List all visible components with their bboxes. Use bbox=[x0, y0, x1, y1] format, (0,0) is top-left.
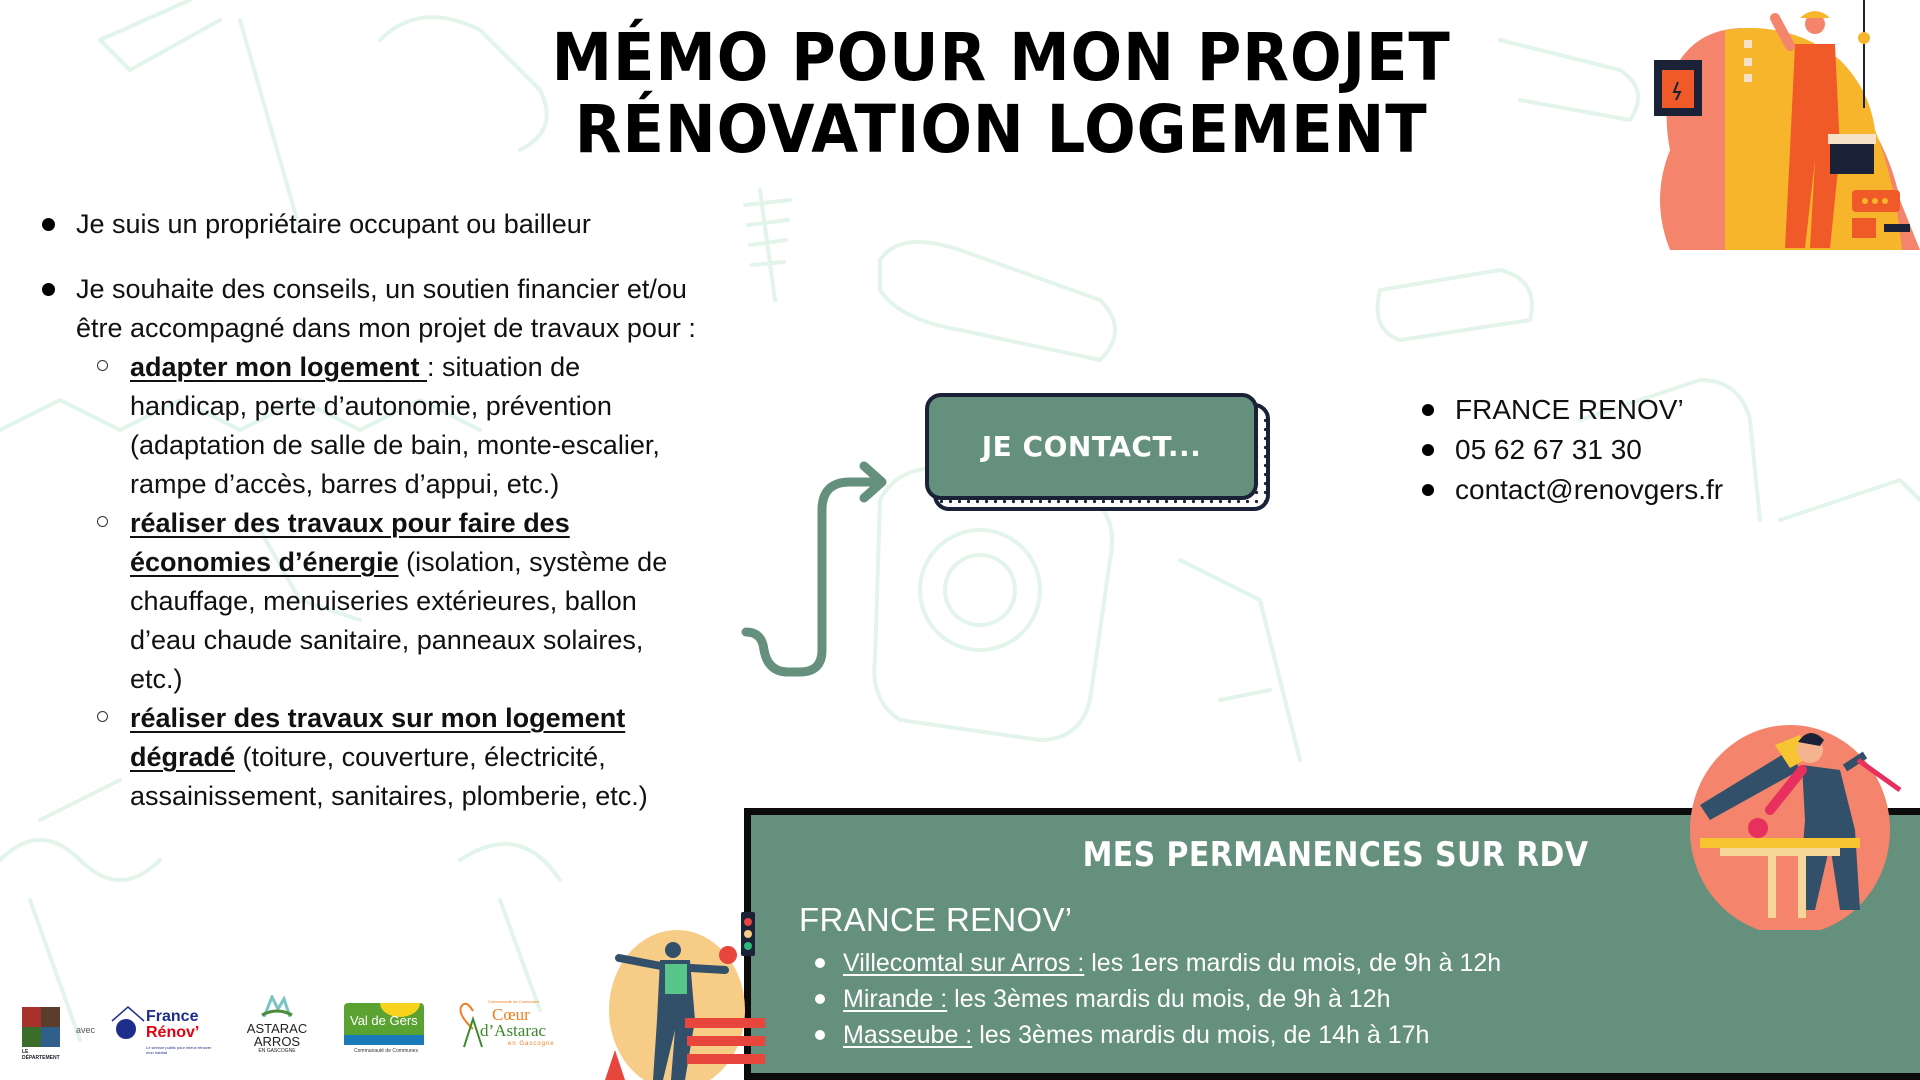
val-de-gers-caption: Communauté de Communes bbox=[354, 1048, 418, 1054]
permanence-item bbox=[811, 945, 1501, 981]
contact-org bbox=[1420, 390, 1723, 430]
sub-list-item bbox=[76, 699, 686, 816]
sub-list-item bbox=[76, 504, 686, 699]
logo-val-de-gers bbox=[344, 1003, 428, 1054]
project-type-details: : situation de handicap, perte d’autonomie, prévention (adaptation de salle de bain, monte-escalier, rampe d’accès, barres d’appui, etc.) bbox=[130, 352, 660, 499]
france-renov-house-icon bbox=[110, 1005, 146, 1041]
permanence-place: Masseube : bbox=[843, 1021, 973, 1049]
river-icon bbox=[344, 1035, 424, 1045]
contact-org-name: FRANCE RENOV’ bbox=[1455, 394, 1684, 425]
astarac-line3: EN GASCOGNE bbox=[258, 1048, 296, 1054]
circle-bullet-icon bbox=[97, 711, 108, 722]
coeur-line1: Cœur bbox=[492, 1005, 530, 1024]
permanences-list bbox=[811, 945, 1501, 1053]
project-type-degraded: réaliser des travaux sur mon logement dégradé bbox=[130, 703, 626, 772]
bullet-icon bbox=[42, 283, 55, 296]
bullet-icon bbox=[1422, 404, 1434, 416]
list-item bbox=[38, 205, 728, 244]
project-type-energy: réaliser des travaux pour faire des économies d’énergie bbox=[130, 508, 570, 577]
title-line-1: MÉMO POUR MON PROJET bbox=[551, 19, 1451, 96]
astarac-mountains-icon bbox=[260, 995, 294, 1017]
electrician-illustration bbox=[1640, 0, 1920, 255]
contact-email[interactable] bbox=[1420, 470, 1723, 510]
france-renov-line1: France bbox=[146, 1008, 199, 1025]
contact-phone-number[interactable]: 05 62 67 31 30 bbox=[1455, 434, 1642, 465]
permanences-title: MES PERMANENCES SUR RDV bbox=[1082, 835, 1589, 875]
permanence-item bbox=[811, 1017, 1501, 1053]
sub-list-item bbox=[76, 348, 686, 504]
contact-button-face bbox=[925, 393, 1258, 500]
bullet-icon bbox=[815, 1030, 825, 1040]
permanence-place: Mirande : bbox=[843, 985, 948, 1013]
permanence-schedule: les 3èmes mardis du mois, de 9h à 12h bbox=[947, 985, 1391, 1013]
circle-bullet-icon bbox=[97, 516, 108, 527]
list-item bbox=[38, 270, 728, 348]
curved-arrow-icon bbox=[740, 440, 900, 680]
france-renov-tagline: Le service public pour mieux rénover mon habitat bbox=[146, 1045, 212, 1055]
contact-details bbox=[1420, 390, 1723, 510]
list-item-text: Je souhaite des conseils, un soutien financier et/ou être accompagné dans mon projet de travaux pour : bbox=[76, 274, 696, 343]
eligibility-list bbox=[38, 205, 728, 816]
contact-button[interactable] bbox=[925, 393, 1270, 511]
contact-button-label: JE CONTACT... bbox=[981, 430, 1202, 463]
project-type-details: (toiture, couverture, électricité, assainissement, sanitaires, plomberie, etc.) bbox=[130, 742, 648, 811]
circle-bullet-icon bbox=[97, 360, 108, 371]
gers-tile bbox=[22, 1007, 41, 1027]
france-renov-line2: Rénov’ bbox=[146, 1024, 200, 1041]
bullet-icon bbox=[1422, 484, 1434, 496]
coeur-line2: d’Astarac bbox=[480, 1021, 547, 1040]
project-types-list bbox=[38, 348, 686, 816]
astarac-line2: ARROS bbox=[253, 1034, 301, 1049]
val-de-gers-name: Val de Gers bbox=[350, 1013, 418, 1028]
contact-phone[interactable] bbox=[1420, 430, 1723, 470]
bullet-icon bbox=[1422, 444, 1434, 456]
permanence-place: Villecomtal sur Arros : bbox=[843, 949, 1085, 977]
logo-astarac-arros bbox=[242, 995, 312, 1054]
permanences-org: FRANCE RENOV’ bbox=[799, 901, 1073, 938]
logo-gers-departement bbox=[22, 1007, 62, 1061]
astarac-line1: ASTARAC bbox=[246, 1021, 308, 1036]
project-type-adapter: adapter mon logement bbox=[130, 352, 428, 382]
carpenter-illustration bbox=[1690, 710, 1920, 930]
avec-label: avec bbox=[76, 1025, 96, 1035]
permanence-item bbox=[811, 981, 1501, 1017]
list-item-text: Je suis un propriétaire occupant ou bailleur bbox=[76, 209, 591, 239]
bullet-icon bbox=[815, 958, 825, 968]
coeur-top: Communauté de Communes bbox=[488, 999, 540, 1004]
gers-tile bbox=[22, 1027, 41, 1047]
contact-email-address[interactable]: contact@renovgers.fr bbox=[1455, 474, 1724, 505]
coeur-line3: en Gascogne bbox=[508, 1041, 555, 1047]
permanence-schedule: les 3èmes mardis du mois, de 14h à 17h bbox=[972, 1021, 1430, 1049]
project-type-details: (isolation, système de chauffage, menuiseries extérieures, ballon d’eau chaude sanitaire, panneaux solaires, etc.) bbox=[130, 547, 668, 694]
gers-tile bbox=[41, 1007, 60, 1027]
gers-tile bbox=[41, 1027, 60, 1047]
title-line-2: RÉNOVATION LOGEMENT bbox=[574, 91, 1428, 168]
logo-france-renov bbox=[110, 1005, 220, 1061]
permanence-schedule: les 1ers mardis du mois, de 9h à 12h bbox=[1084, 949, 1502, 977]
traffic-controller-illustration bbox=[605, 900, 765, 1080]
gers-caption: LE DÉPARTEMENT bbox=[22, 1049, 60, 1061]
bullet-icon bbox=[42, 218, 55, 231]
bullet-icon bbox=[815, 994, 825, 1004]
